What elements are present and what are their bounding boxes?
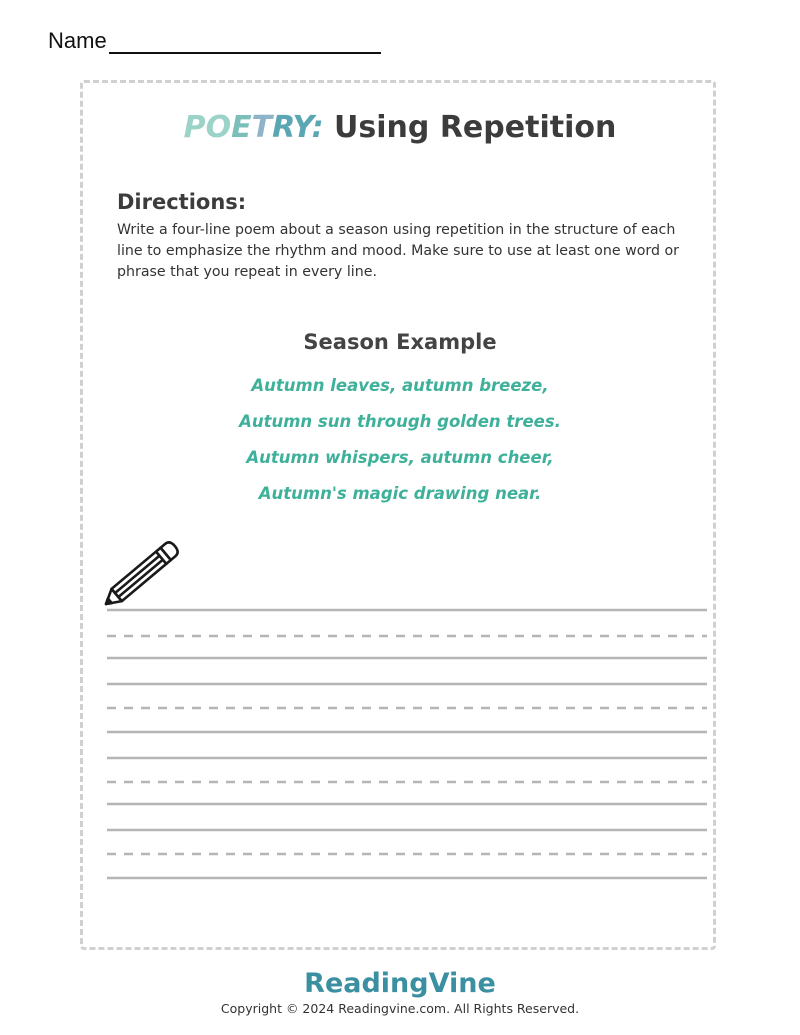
title-rest: Using Repetition [323, 110, 617, 145]
writing-lines[interactable] [107, 608, 707, 888]
pencil-icon [100, 540, 180, 612]
worksheet-title [80, 110, 720, 145]
copyright-text: Copyright © 2024 Readingvine.com. All Rights Reserved. [220, 1001, 580, 1016]
poem-line: Autumn sun through golden trees. [239, 412, 561, 431]
poem-line: Autumn whispers, autumn cheer, [246, 448, 554, 467]
readingvine-logo: ReadingVine [304, 968, 496, 999]
poem-line: Autumn's magic drawing near. [258, 484, 542, 503]
footer [0, 968, 800, 1016]
example-poem [80, 372, 720, 516]
poem-line: Autumn leaves, autumn breeze, [251, 376, 549, 395]
directions-text: Write a four-line poem about a season using repetition in the structure of each line to emphasize the rhythm and mood. Make sure to use at least one word or phrase that you repeat in every line. [117, 222, 679, 280]
example-heading: Season Example [303, 330, 497, 354]
name-label: Name [48, 28, 107, 53]
name-field[interactable] [48, 28, 381, 54]
title-poetry: POETRY: [183, 110, 324, 145]
name-blank-line[interactable] [109, 32, 381, 54]
directions-heading: Directions: [117, 190, 247, 214]
